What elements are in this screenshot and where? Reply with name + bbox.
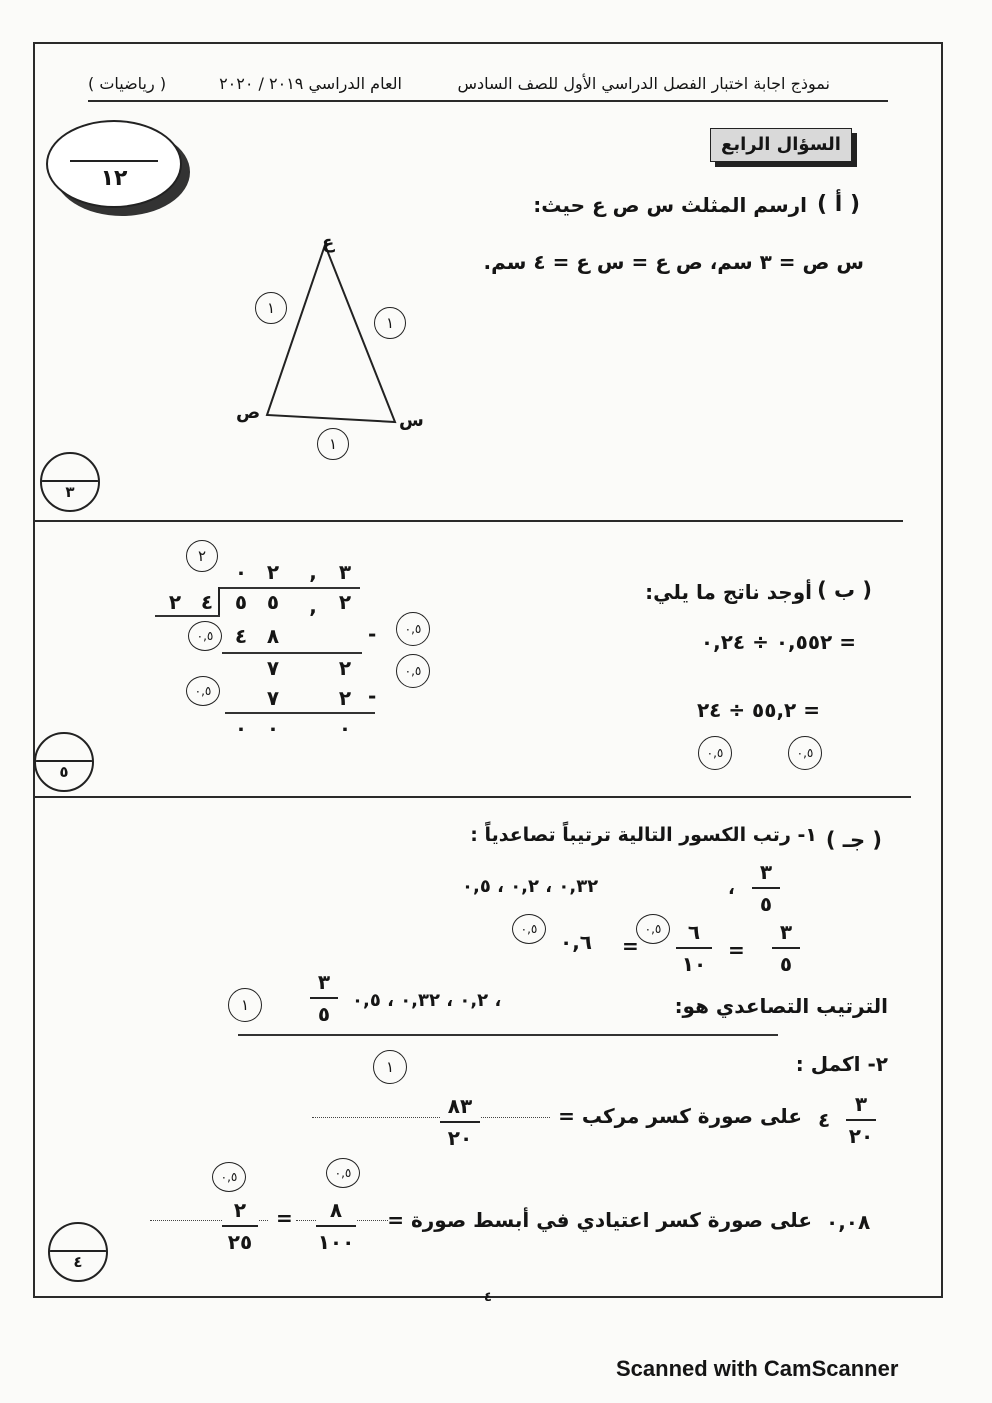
mark-order: ١ — [228, 988, 262, 1022]
mark-dividend: ٠,٥ — [396, 612, 430, 646]
mark-rem1: ٠,٥ — [396, 654, 430, 688]
minus-sign-1: - — [368, 622, 377, 646]
dividend-digit: ٢ — [338, 590, 352, 614]
quotient-digit: ٠ — [234, 560, 248, 584]
divider-a-b — [33, 520, 903, 522]
triangle-vertex-right: س — [399, 410, 424, 431]
page-number: ٤ — [484, 1290, 492, 1305]
part-c-label: ( جـ ) — [825, 828, 882, 852]
minus-sign-2: - — [368, 684, 377, 708]
fraction-denominator: ٥ — [779, 952, 793, 976]
division-bar — [220, 587, 360, 589]
fraction-three-fifths-b — [772, 920, 800, 976]
equals-sign: = — [622, 934, 639, 958]
improper-answer-line — [312, 1117, 550, 1118]
mark-step2: ٠,٥ — [186, 676, 220, 706]
part-c-item1-prompt: ١- رتب الكسور التالية ترتيباً تصاعدياً : — [470, 824, 817, 846]
part-b-line1: ٠,٥٥٢ ÷ ٠,٢٤ = — [700, 630, 856, 654]
mark-equiv-b: ٠,٥ — [512, 914, 546, 944]
fraction-numerator: ٣ — [854, 1092, 868, 1116]
part-b-prompt: أوجد ناتج ما يلي: — [645, 580, 812, 604]
part-a-label: ( أ ) — [817, 192, 860, 217]
mark-line2-a: ٠,٥ — [698, 736, 732, 770]
part-c-score-circle — [48, 1222, 108, 1282]
mark-side-right: ١ — [374, 307, 406, 339]
fraction-list: ٠,٣٢ ، ٠,٢ ، ٠,٥ — [462, 876, 599, 897]
part-b-score: ٥ — [59, 763, 69, 781]
mark-item2: ١ — [373, 1050, 407, 1084]
fraction-denominator: ١٠٠ — [317, 1230, 355, 1254]
mixed-fraction — [846, 1092, 876, 1148]
fraction-denominator: ٢٠ — [447, 1126, 473, 1150]
divider-b-c — [33, 796, 911, 798]
fraction-numerator: ٨٣ — [447, 1094, 473, 1118]
step2-digit: ٢ — [338, 686, 352, 710]
mark-line2-b: ٠,٥ — [788, 736, 822, 770]
equals-sign: = — [728, 938, 745, 962]
divisor-underline — [155, 615, 220, 617]
rem2-digit: ٠ — [234, 716, 248, 740]
mark-equiv-a: ٠,٥ — [636, 914, 670, 944]
header-year: العام الدراسي ٢٠١٩ / ٢٠٢٠ — [219, 74, 402, 93]
order-values: ٠,٢ ، ٠,٣٢ ، ٠,٥ ، — [352, 990, 502, 1011]
fraction-numerator: ٢ — [233, 1198, 247, 1222]
fraction-six-tenths — [676, 920, 712, 976]
rem2-digit: ٠ — [266, 716, 280, 740]
part-b-label: ( ب ) — [817, 578, 872, 602]
scanner-footer: Scanned with CamScanner — [616, 1356, 899, 1381]
rem1-digit: ٧ — [266, 656, 280, 680]
fraction-denominator: ٥ — [317, 1002, 331, 1026]
quotient-digit: ٢ — [266, 560, 280, 584]
rem1-digit: ٢ — [338, 656, 352, 680]
dividend-digit: ٥ — [266, 590, 280, 614]
fraction-numerator: ٦ — [687, 920, 701, 944]
mark-side-bottom: ١ — [317, 428, 349, 460]
header-subject: ( رياضيات ) — [88, 74, 167, 93]
total-score-line — [70, 160, 158, 162]
equiv-decimal: ٠,٦ — [560, 930, 593, 954]
answer-fraction-hundredths — [316, 1198, 356, 1254]
part-c-item2-prompt: ٢- اكمل : — [795, 1052, 888, 1076]
quotient-comma: , — [309, 560, 317, 584]
mark-half-c: ٠,٥ — [326, 1158, 360, 1188]
improper-fraction — [440, 1094, 480, 1150]
header-title: نموذج اجابة اختبار الفصل الدراسي الأول للصف السادس — [457, 74, 830, 93]
fraction-three-fifths — [752, 860, 780, 916]
part-b-line2: ٥٥,٢ ÷ ٢٤ = — [696, 698, 820, 722]
fraction-denominator: ٢٠ — [848, 1124, 874, 1148]
triangle-vertex-top: ع — [322, 232, 335, 253]
decimal-value: ٠,٠٨ — [826, 1210, 871, 1234]
mixed-whole: ٤ — [818, 1108, 831, 1132]
equals-sign: = — [276, 1206, 293, 1230]
question-title: السؤال الرابع — [710, 128, 852, 162]
part-a-score: ٣ — [65, 483, 75, 501]
page-frame — [33, 42, 943, 1298]
mark-step1: ٠,٥ — [188, 621, 222, 651]
triangle-vertex-left: ص — [236, 402, 261, 423]
fraction-numerator: ٨ — [329, 1198, 343, 1222]
fraction-numerator: ٣ — [779, 920, 793, 944]
part-a-prompt: ارسم المثلث س ص ع حيث: — [533, 193, 807, 217]
decimal-text: على صورة كسر اعتيادي في أبسط صورة = — [387, 1208, 812, 1232]
mark-quotient: ٢ — [186, 540, 218, 572]
divisor-digit: ٢ — [168, 590, 182, 614]
header-divider — [88, 100, 888, 102]
divisor-digit: ٤ — [200, 590, 214, 614]
dividend-digit: ٥ — [234, 590, 248, 614]
rem2-digit: ٠ — [338, 716, 352, 740]
mark-half-d: ٠,٥ — [212, 1162, 246, 1192]
step2-underline — [225, 712, 375, 714]
part-a-score-circle — [40, 452, 100, 512]
part-c-score: ٤ — [73, 1253, 83, 1271]
mixed-text: على صورة كسر مركب = — [558, 1104, 802, 1128]
division-bracket — [218, 587, 220, 615]
part-b-score-circle — [34, 732, 94, 792]
answer-fraction-simplest — [222, 1198, 258, 1254]
fraction-denominator: ١٠ — [681, 952, 707, 976]
order-last-fraction — [310, 970, 338, 1026]
fraction-denominator: ٢٥ — [227, 1230, 253, 1254]
step1-digit: ٤ — [234, 624, 248, 648]
step2-digit: ٧ — [266, 686, 280, 710]
step1-underline — [222, 652, 362, 654]
total-score: ١٢ — [100, 166, 128, 191]
dividend-comma: , — [309, 594, 317, 618]
quotient-digit: ٣ — [338, 560, 352, 584]
total-score-oval — [46, 120, 182, 208]
fraction-numerator: ٣ — [759, 860, 773, 884]
fraction-denominator: ٥ — [759, 892, 773, 916]
order-underline — [238, 1034, 778, 1036]
order-label: الترتيب التصاعدي هو: — [674, 994, 888, 1018]
list-comma: ، — [728, 878, 735, 899]
mark-side-left: ١ — [255, 292, 287, 324]
part-a-given: س ص = ٣ سم، ص ع = س ع = ٤ سم. — [483, 250, 864, 274]
step1-digit: ٨ — [266, 624, 280, 648]
fraction-numerator: ٣ — [317, 970, 331, 994]
